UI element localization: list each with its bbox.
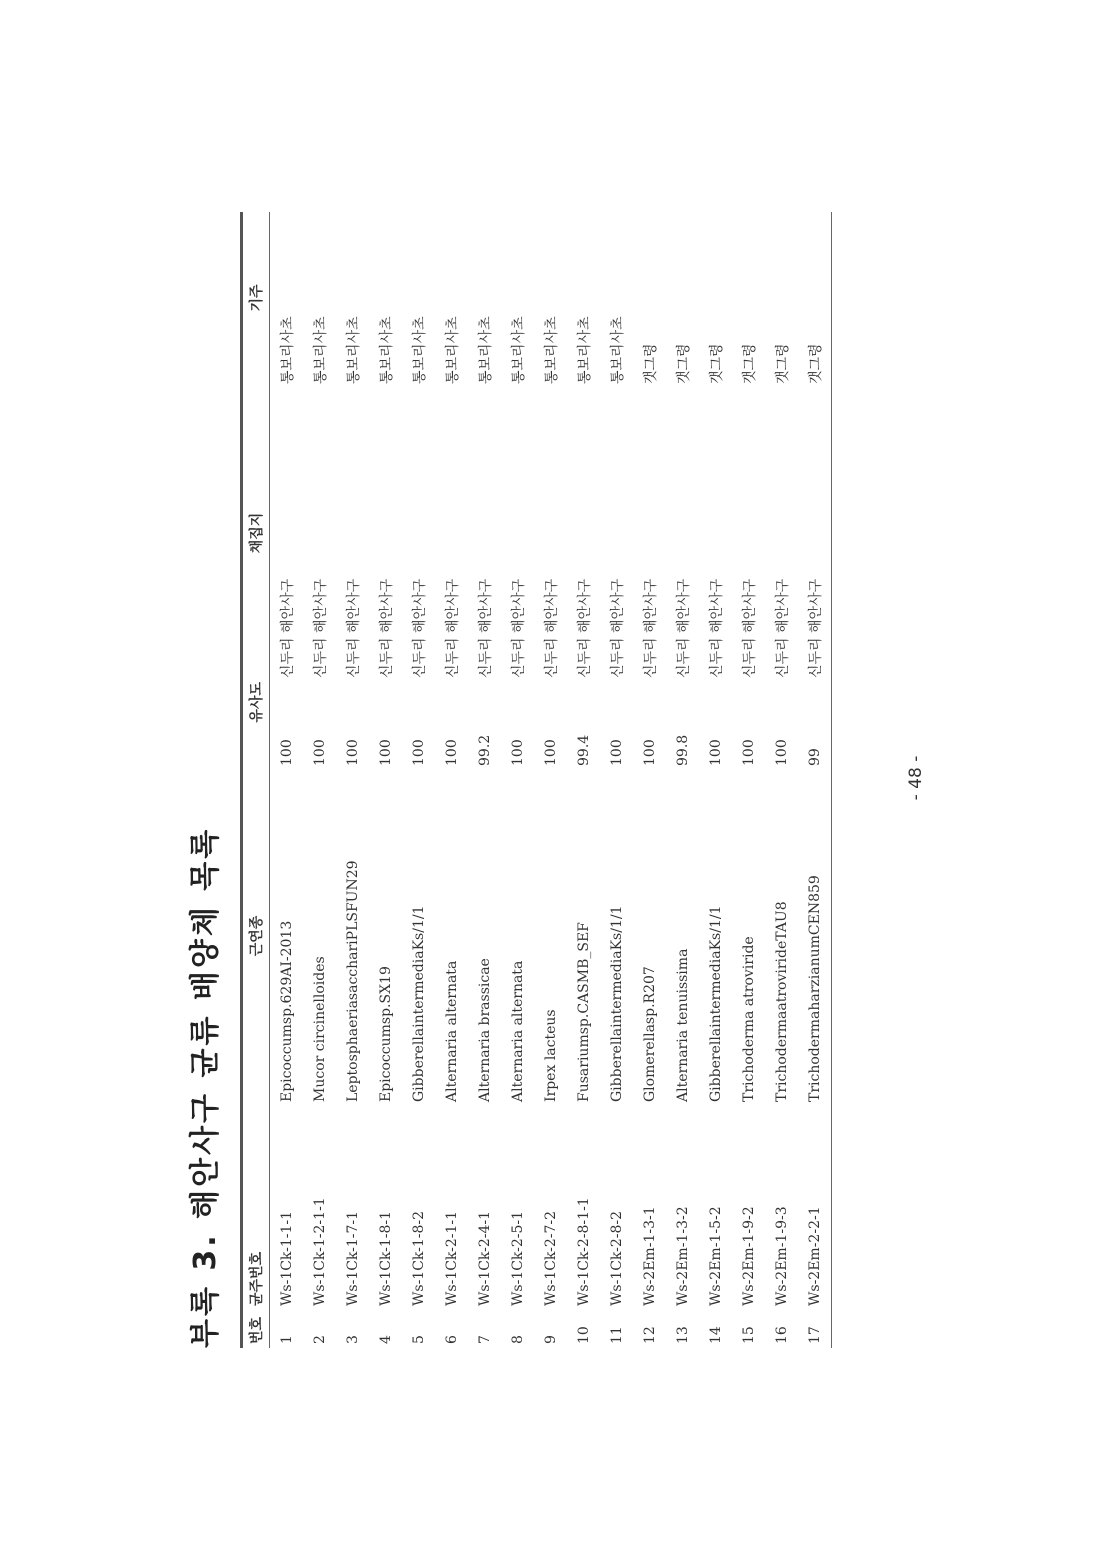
table-row <box>468 212 501 1348</box>
cell-strain-id: Ws-1Ck-2-5-1 <box>509 1210 526 1306</box>
cell-strain-id: Ws-1Ck-1-7-1 <box>344 1210 361 1306</box>
cell-similarity: 100 <box>278 739 295 766</box>
cell-similarity: 100 <box>311 739 328 766</box>
table-row <box>303 212 336 1348</box>
table-row <box>402 212 435 1348</box>
cell-location: 신두리 해안사구 <box>642 578 659 678</box>
cell-strain-id: Ws-2Em-1-9-2 <box>740 1206 757 1306</box>
cell-species: Epicoccumsp.SX19 <box>377 966 394 1102</box>
table-row <box>501 212 534 1348</box>
table-row <box>600 212 633 1348</box>
cell-species: Mucor circinelloides <box>311 956 328 1102</box>
cell-host: 갯그령 <box>807 343 824 384</box>
cell-host: 통보리사초 <box>477 316 494 384</box>
cell-no: 8 <box>509 1335 526 1344</box>
cell-host: 통보리사초 <box>576 316 593 384</box>
cell-similarity: 100 <box>608 739 625 766</box>
cell-host: 갯그령 <box>642 343 659 384</box>
header-strain-id: 균주번호 <box>249 1251 265 1306</box>
cell-location: 신두리 해안사구 <box>543 578 560 678</box>
cell-no: 5 <box>410 1335 427 1344</box>
cell-species: Irpex lacteus <box>542 1009 559 1102</box>
cell-similarity: 100 <box>509 739 526 766</box>
cell-host: 갯그령 <box>708 343 725 384</box>
cell-similarity: 99 <box>806 748 823 766</box>
header-similarity: 유사도 <box>249 682 265 723</box>
cell-no: 14 <box>707 1326 724 1344</box>
cell-similarity: 100 <box>542 739 559 766</box>
cell-no: 12 <box>641 1326 658 1344</box>
cell-species: TrichodermaharzianumCEN859 <box>806 875 823 1102</box>
table-row <box>435 212 468 1348</box>
cell-strain-id: Ws-1Ck-2-1-1 <box>443 1210 460 1306</box>
cell-similarity: 100 <box>377 739 394 766</box>
cell-host: 갯그령 <box>741 343 758 384</box>
cell-species: Alternaria brassicae <box>476 958 493 1102</box>
cell-strain-id: Ws-2Em-1-9-3 <box>773 1206 790 1306</box>
cell-host: 통보리사초 <box>312 316 329 384</box>
cell-species: Alternaria alternata <box>509 960 526 1102</box>
cell-similarity: 99.2 <box>476 734 493 766</box>
cell-location: 신두리 해안사구 <box>774 578 791 678</box>
cell-location: 신두리 해안사구 <box>411 578 428 678</box>
cell-host: 통보리사초 <box>609 316 626 384</box>
table-row <box>336 212 369 1348</box>
cell-host: 통보리사초 <box>378 316 395 384</box>
cell-strain-id: Ws-2Em-1-5-2 <box>707 1206 724 1306</box>
cell-host: 통보리사초 <box>444 316 461 384</box>
cell-host: 통보리사초 <box>345 316 362 384</box>
cell-no: 10 <box>575 1326 592 1344</box>
cell-location: 신두리 해안사구 <box>279 578 296 678</box>
cell-host: 통보리사초 <box>279 316 296 384</box>
cell-location: 신두리 해안사구 <box>576 578 593 678</box>
cell-species: Fusariumsp.CASMB_SEF <box>575 922 592 1102</box>
header-host: 기주 <box>249 284 265 312</box>
cell-host: 갯그령 <box>675 343 692 384</box>
table-row <box>567 212 600 1348</box>
cell-location: 신두리 해안사구 <box>741 578 758 678</box>
cell-location: 신두리 해안사구 <box>807 578 824 678</box>
cell-no: 3 <box>344 1335 361 1344</box>
page-number: - 48 - <box>906 755 926 801</box>
cell-species: Alternaria tenuissima <box>674 948 691 1102</box>
table-row <box>699 212 732 1348</box>
header-no: 번호 <box>249 1316 265 1344</box>
cell-no: 13 <box>674 1326 691 1344</box>
cell-strain-id: Ws-2Em-1-3-2 <box>674 1206 691 1306</box>
cell-strain-id: Ws-1Ck-2-8-1-1 <box>575 1197 592 1306</box>
cell-location: 신두리 해안사구 <box>708 578 725 678</box>
cell-no: 16 <box>773 1326 790 1344</box>
cell-similarity: 99.4 <box>575 734 592 766</box>
table-row <box>633 212 666 1348</box>
cell-strain-id: Ws-1Ck-1-8-1 <box>377 1210 394 1306</box>
cell-no: 15 <box>740 1326 757 1344</box>
cell-strain-id: Ws-1Ck-1-2-1-1 <box>311 1197 328 1306</box>
cell-host: 갯그령 <box>774 343 791 384</box>
cell-strain-id: Ws-1Ck-2-8-2 <box>608 1210 625 1306</box>
cell-location: 신두리 해안사구 <box>510 578 527 678</box>
table-row <box>666 212 699 1348</box>
cell-location: 신두리 해안사구 <box>609 578 626 678</box>
header-location: 채집지 <box>249 512 265 554</box>
table-row <box>765 212 798 1348</box>
table-row <box>369 212 402 1348</box>
header-species: 근연종 <box>249 915 265 957</box>
cell-no: 1 <box>278 1335 295 1344</box>
cell-strain-id: Ws-1Ck-2-7-2 <box>542 1210 559 1306</box>
cell-location: 신두리 해안사구 <box>477 578 494 678</box>
cell-strain-id: Ws-2Em-2-2-1 <box>806 1206 823 1306</box>
table-row <box>798 212 832 1348</box>
cell-no: 7 <box>476 1335 493 1344</box>
cell-similarity: 100 <box>773 739 790 766</box>
cell-location: 신두리 해안사구 <box>378 578 395 678</box>
cell-strain-id: Ws-1Ck-2-4-1 <box>476 1210 493 1306</box>
cell-similarity: 99.8 <box>674 734 691 766</box>
table-row <box>534 212 567 1348</box>
cell-similarity: 100 <box>344 739 361 766</box>
cell-similarity: 100 <box>740 739 757 766</box>
cell-no: 17 <box>806 1326 823 1344</box>
table-header-row <box>242 212 270 1348</box>
cell-strain-id: Ws-1Ck-1-1-1 <box>278 1210 295 1306</box>
cell-species: GibberellaintermediaKs/1/1 <box>410 905 427 1102</box>
cell-similarity: 100 <box>707 739 724 766</box>
cell-strain-id: Ws-2Em-1-3-1 <box>641 1206 658 1306</box>
cell-location: 신두리 해안사구 <box>345 578 362 678</box>
cell-no: 2 <box>311 1335 328 1344</box>
cell-similarity: 100 <box>443 739 460 766</box>
cell-location: 신두리 해안사구 <box>444 578 461 678</box>
cell-location: 신두리 해안사구 <box>675 578 692 678</box>
cell-similarity: 100 <box>641 739 658 766</box>
cell-species: TrichodermaatrovirideTAU8 <box>773 901 790 1102</box>
cell-host: 통보리사초 <box>543 316 560 384</box>
page-title: 부록 3. 해안사구 균류 배양체 목록 <box>188 826 223 1348</box>
cell-location: 신두리 해안사구 <box>312 578 329 678</box>
cell-species: Glomerellasp.R207 <box>641 966 658 1102</box>
cell-species: Trichoderma atroviride <box>740 936 757 1102</box>
table-row <box>732 212 765 1348</box>
cell-host: 통보리사초 <box>411 316 428 384</box>
cell-no: 4 <box>377 1335 394 1344</box>
cell-host: 통보리사초 <box>510 316 527 384</box>
table-row <box>270 212 304 1348</box>
cell-species: LeptosphaeriasacchariPLSFUN29 <box>344 860 361 1102</box>
cell-species: GibberellaintermediaKs/1/1 <box>608 905 625 1102</box>
cell-species: Epicoccumsp.629AI-2013 <box>278 920 295 1102</box>
cell-no: 9 <box>542 1335 559 1344</box>
cell-species: Alternaria alternata <box>443 960 460 1102</box>
cell-no: 6 <box>443 1335 460 1344</box>
cell-species: GibberellaintermediaKs/1/1 <box>707 905 724 1102</box>
cell-similarity: 100 <box>410 739 427 766</box>
cell-no: 11 <box>608 1326 625 1344</box>
culture-table <box>240 212 832 1348</box>
cell-strain-id: Ws-1Ck-1-8-2 <box>410 1210 427 1306</box>
